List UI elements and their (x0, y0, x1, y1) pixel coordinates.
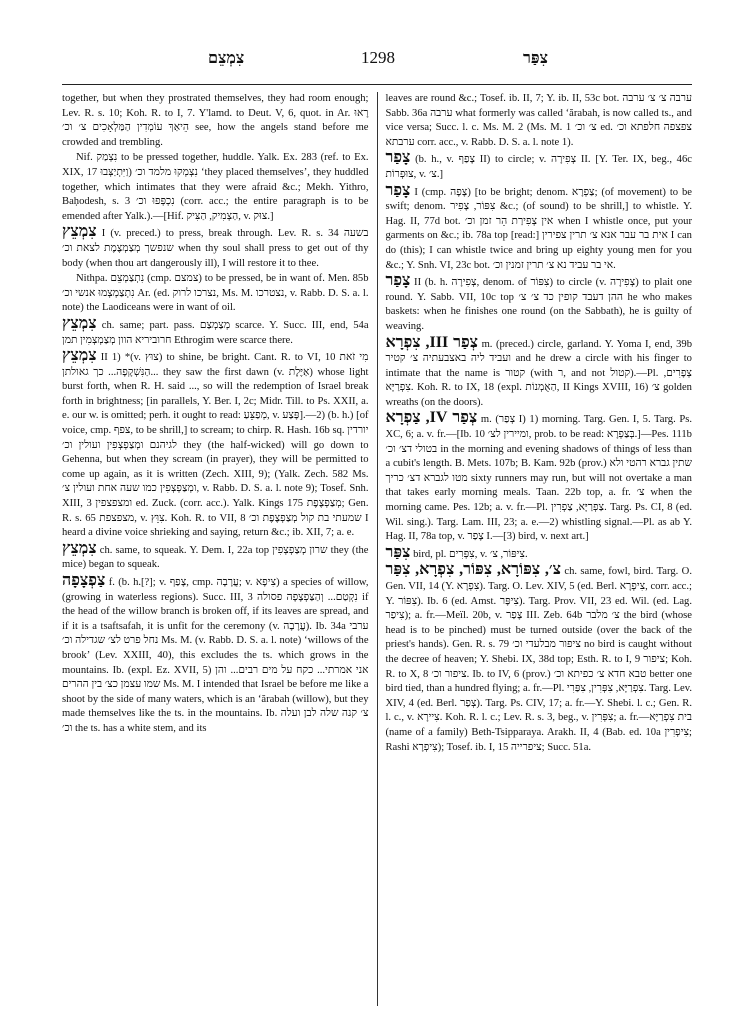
right-column (385, 92, 692, 1006)
header-rule (62, 84, 692, 85)
dictionary-entry (385, 411, 692, 544)
entry-text: m. (צְפַר I) 1) morning. Targ. Gen. I, 5. Targ. Ps. XC, 6; a. v. fr.—[Ib. 10 ומיירין לצ׳, prob. to be read: בְּצַפְרָא.]—Pes. 111b בטולי דצ׳ וכ׳ in the morning and evening shadows of things of less than a cubit's length. B. Mets. 107b; B. Kam. 92b (prov.) שתין גברא רהטי ולא מטו לגברא דצ׳ כריך sixty runners may run, but will not overtake a man that takes early morning meals. Taan. 22b top, a. fr. צ׳ when the morning came. Pes. 12b; a. v. fr.—Pl. צַפְרַיָּא, צַפְרִין. Targ. Ps. CI, 8 (ed. Wil. sing.). Targ. Lam. III, 23; a. e.—2) whistling signal.—Pl. as ab Y. Hag. II, 78a top, v. צָפַר I.—[3) bird, v. next art.] (385, 414, 692, 543)
dictionary-entry (62, 539, 369, 573)
entry-headword: צָפַר (385, 149, 411, 167)
page-number: 1298 (361, 48, 395, 67)
entry-text: bird, pl. צִפְּרִים, v. צִיפּוֹר, צ׳. (413, 548, 528, 560)
entry-headword: צִפַּר (385, 543, 411, 561)
entry-text: leaves are round &c.; Tosef. ib. II, 7; Y. ib. II, 53c bot. ערבה צ׳ צ׳ ערבה Sabb. 36a ערבה what formerly was called ‘ărabah, is now called ts., and vice versa; Succ. l. c. Ms. M. 2 (Ms. M. 1 צ׳ וכ׳ ed. צפצפה חלפתא וכ׳ ערבתא corr. acc., v. Rabb. D. S. a. l. note 1). (385, 93, 692, 148)
left-column (62, 92, 369, 1006)
entry-text: I (v. preced.) to press, break through. Lev. R. s. 34 בשעה שנפשך מְצַמְצֶמֶת לצאת וכ׳ when thy soul shall press to get out of thy body (when thou art dangerously ill), I will restore it to thee. (62, 228, 369, 269)
left-running-headword: צִמְצֵם (208, 50, 245, 67)
entry-headword: צ׳, צִפּוֹרָא, צִפּוֹר, צִפְרָא, צִפַּר (385, 561, 561, 579)
entry-text: ch. same, fowl, bird. Targ. O. Gen. VII, 14 (Y. צִפְרָא). Targ. O. Lev. XIV, 5 (ed. Berl. צִיפְרָא, corr. acc.; Y. צִפּוֹר). Ib. 6 (ed. Amst. צִיפָּר). Targ. Prov. VII, 23 ed. Wil. (ed. Lag. צִיפַר); a. fr.—Meïl. 20b, v. צָפַר III. Zeb. 64b צ׳ מלבר the bird (whose head is to be pinched) must be turned outside (over the back of the priest's hands). Gen. R. s. 79 ציפור מבלעדי וכ׳ no bird is caught without the decree of heaven; Y. Shebi. IX, 38d top; Esth. R. to I, 9 ציפור; Koh. R. to X, 8 ציפור וכ׳. Ib. to IV, 6 (prov.) טבא חדא צ׳ כפיתא וכ׳ better one bird tied, than a hundred flying; a. fr.—Pl. צִפְרַיָּא, צִפְּרִין, צִפַּרִי. Targ. Lev. XIV, 4 (ed. Berl. צְפַר). Targ. Ps. CIV, 17; a. fr.—Y. Shebi. l. c.; Gen. R. l. c., v. צִיירָא. Koh. R. l. c.; Lev. R. s. 3, beg., v. צִפְּרִין; a. fr.—בית צִפְרַיָּא (name of a family) Beth-Tsipparaya. Arakh. II, 4 (Bab. ed. 10a צִיפְרִין; Rashi צִיפְרָא); Tosef. ib. I, 15 ציפרייה; Succ. 51a. (385, 566, 692, 753)
entry-headword: צְפַר IV, צַפְרָא (385, 409, 478, 427)
entry-headword: צִמְצֵץ (62, 347, 97, 365)
entry-headword: צִמְצֵץ (62, 539, 97, 557)
entry-text: f. (b. h.[?]; v. צָפַף, cmp. עֲרָבָה; v. צִיפָא) a species of willow, (growing in waterless regions). Succ. III, 3 נִקְטַם... וְהַצַּפְצָפָה פסולה if the head of the willow branch is broken off, if its leaves are spread, and if it is a tsaftsafah, it is unfit for the ceremony (v. עֲרָבָה). Ib. 34a ערבי נחל פרט לצ׳ שגדילה וכ׳ Ms. M. (v. Rabb. D. S. a. l. note) ‘willows of the brook’ (Lev. XXIII, 40), this excludes the ts. which grows in the mountains. Ib. (expl. Ez. XVII, 5) אני אמרתי... כקח על מים רבים... והן שמו עצמן כצ׳ בין ההרים Ms. M. I intended that Israel be before me like a shoot by the side of many waters, which is an ‘ărabah (willow), but they made themselves like the ts. in the mountains. Ib. צ׳ קנה שלה לבן ועלה וכ׳ the ts. has a white stem, and its (62, 577, 369, 734)
entry-paragraph (385, 92, 692, 150)
entry-paragraph (62, 151, 369, 224)
dictionary-entry (62, 349, 369, 541)
entry-headword: צִמְצֵץ (62, 223, 97, 241)
entry-text: (b. h., v. צָפַף II) to circle; v. צְפִירָה II. [Y. Ter. IX, beg., 46c צוּפְרוֹת, v. צ׳.] (385, 154, 692, 180)
text-columns (62, 92, 692, 1006)
entry-text: Nithpa. נִתְצַמְצֵם (cmp. צמצם) to be pressed, be in want of. Men. 85b נִתְצַמְצְמוּ אנשי וכ׳ Ar. (ed. נצרכו לרוק, Ms. M. נצטרכו, v. Rabb. D. S. a. l. note) the Laodiceans were in want of oil. (62, 273, 369, 314)
entry-headword: צַפְצָפָה (62, 572, 106, 589)
dictionary-entry (62, 314, 369, 348)
page-header (58, 50, 698, 74)
entry-paragraph (62, 272, 369, 316)
entry-text: ch. same, to squeak. Y. Dem. I, 22a top שרון מְצַפְצְפִין they (the mice) began to squeak. (62, 544, 369, 571)
entry-text: I (cmp. צָפָה) [to be bright; denom. צַפְרָא; (of movement) to be swift; denom. צִפּוֹר, צָפִיר &c.; (of sound) to be shrill,] to whistle. Y. Hag. II, 77d bot. אין צְפִירַת הֵר זמן וכ׳ when I whistle once, put your garments on &c.; ib. 78a top [read:] אית בר עבר אנא צ׳ תרין צפירין I can do (this); I can whistle twice and bring up eighty young men for you &c.; Y. Snh. VI, 23c bot. אי בר עביד נא צ׳ תרין זמנין וכ׳. (385, 186, 692, 271)
dictionary-entry (385, 274, 692, 334)
entry-text: together, but when they prostrated themselves, they had room enough; Lev. R. s. 10; Koh. R. to I, 7. Y'lamd. to Deut. V, 6, quot. in Ar. רָאוּ הֵיאַךְ עוֹמְדִין הַמַּלְאָכִים צ׳ וכ׳ see, how the angels stand before me crowded and trembling. (62, 93, 369, 148)
right-running-headword: צִפַּר (523, 50, 548, 67)
entry-paragraph (62, 92, 369, 150)
dictionary-entry (62, 574, 369, 737)
dictionary-entry (385, 151, 692, 182)
dictionary-entry (385, 543, 692, 563)
entry-headword: צִמְצֵץ (62, 314, 97, 332)
dictionary-entry (385, 181, 692, 274)
dictionary-entry (385, 563, 692, 755)
entry-headword: צָפַר (385, 272, 411, 290)
entry-text: Nif. נִצְמַק to be pressed together, huddle. Yalk. Ex. 283 (ref. to Ex. XIX, 17 וַיִּתְיַצְּבוּ) נִצְמְקוּ מלמד וכ׳ ‘they placed themselves’, they huddled together, which intimates that they were afraid &c.; Mekh. Yithro, Baḥodesh, s. 3 נִכְפְּפוּ וכ׳ (corr. acc.; the entire paragraph is to be emended after Yalk.).—[Hif. הַצְמִיק, הַצִּיק, v. צוּק.] (62, 152, 369, 222)
entry-text: ch. same; part. pass. מְצַמְצַם scarce. Y. Succ. III, end, 54a חרוביריא הוון מְצַמְצְמִין תמן Ethrogim were scarce there. (62, 319, 369, 346)
dictionary-entry (385, 333, 692, 411)
entry-text: II 1) *(v. צוּץ) to shine, be bright. Cant. R. to VI, 10 מִי זֹאת הַנִּשְׁקָפָה... כך גאולתן... they saw the first dawn (v. אַיֶּלֶת) whose light burst forth, when R. H. said ..., so will the redemption of Israel break forth in brightness; [in parallels, Y. Ber. I, 2c; Midr. Till. to Ps. XXII, a. e. our w. is omitted; perh. it ought to read: מְפַצֵּעַ, v. פָּצַע].—2) (b. h.) [of voice, cmp. צפף, to be shrill,] to scream; to chirp. R. Hash. 16b sq. יורדין לגיהנם ומְצַפְצְפִין ועולין וכ׳ they (the half-wicked) will go down to Gehenna, but when they scream (in prayer), they will be permitted to come up again, as it is written (Zech. XIII, 9); (Yalk. Zech. 582 Ms. ומְצַפְצְפִין כמו שעה אחת ועולין צ׳, v. Rabb. D. S. a. l. note 9); Tosef. Snh. XIII, 3 ומצפצפין ed. Zuck. (corr. acc.). Yalk. Kings 175 מְצַפְצֶפֶת; Gen. R. s. 65 מצפצפת, v. צִוֵּץ. Koh. R. to VII, 8 שמעתי בת קול מְצַפְצֶפֶת וכ׳ I heard a divine voice shrieking and saying, return &c.; ib. XII, 7; a. e. (62, 352, 369, 539)
entry-text: m. (preced.) circle, garland. Y. Yoma I, end, 39b ועביד ליה באצבעתיה צ׳ קטיר and he drew a circle with his finger to intimate that the name is קטור (with ר, and not קטול).—Pl. צְפָרִים, צִפְרַיָּא. Koh. R. to IX, 18 (expl. הַאֻמְנוֹת, II Kings XVIII, 16) צ׳ golden wreaths (on the doors). (385, 338, 692, 408)
entry-headword: צְפַר III, צִפְרָא (385, 333, 479, 351)
dictionary-entry (62, 225, 369, 271)
column-divider (377, 92, 378, 1006)
entry-text: II (b. h. צְפִירָה, denom. of צִפּוֹר) to circle (v. צְפִירָה) to plait one round. Y. Sabb. VII, 10c top ההן דעבד קופין כד צ׳ צ׳ he who makes baskets: when he finishes one round (on the Sabbath), he is guilty of weaving. (385, 277, 692, 332)
entry-headword: צָפַר (385, 181, 411, 199)
